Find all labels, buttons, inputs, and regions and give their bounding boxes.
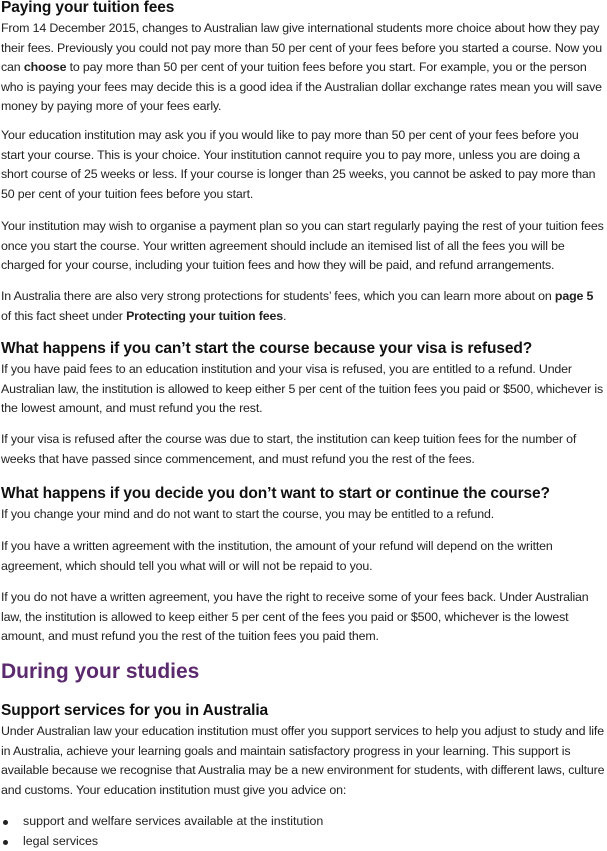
list-item: legal services [1, 832, 581, 851]
emphasis-choose: choose [24, 60, 66, 74]
paragraph-paying-4: In Australia there are also very strong protections for students’ fees, which you can learn more about on page 5 of this fact sheet under Protecting your tuition fees. [1, 287, 605, 326]
heading-visa-refused: What happens if you can’t start the course because your visa is refused? [1, 339, 605, 359]
heading-during-your-studies: During your studies [1, 658, 199, 686]
link-protecting-tuition-fees: Protecting your tuition fees [126, 309, 283, 323]
paragraph-paying-1: From 14 December 2015, changes to Australian law give international students more choice about how they pay their fees. Previously you could not pay more than 50 per cent of your fees before you started a course. Now you can choose to pay more than 50 per cent of your tuition fees before you start. For example, you or the person who is paying your fees may decide this is a good idea if the Australian dollar exchange rates mean you will save money by paying more of your fees early. [1, 19, 605, 117]
paragraph-visa-1: If you have paid fees to an education institution and your visa is refused, you are entitled to a refund. Under Australian law, the institution is allowed to keep either 5 per cent of the tuition fees you paid or $500, whichever is the lowest amount, and must refund you the rest. [1, 360, 605, 419]
paragraph-decide-3: If you do not have a written agreement, you have the right to receive some of your fees back. Under Australian law, the institution is allowed to keep either 5 per cent of the fees you paid or $500, whichever is the lowest amount, and must refund you the rest of the tuition fees you paid them. [1, 588, 605, 647]
paragraph-paying-2: Your education institution may ask you if you would like to pay more than 50 per cent of your fees before you start your course. This is your choice. Your institution cannot require you to pay more, unless you are doing a short course of 25 weeks or less. If your course is longer than 25 weeks, you cannot be asked to pay more than 50 per cent of your tuition fees before you start. [1, 126, 605, 204]
heading-paying-tuition-fees: Paying your tuition fees [1, 0, 174, 18]
paragraph-decide-2: If you have a written agreement with the institution, the amount of your refund will depend on the written agreement, which should tell you what will or will not be repaid to you. [1, 537, 605, 576]
support-advice-list [1, 812, 581, 851]
paragraph-visa-2: If your visa is refused after the course was due to start, the institution can keep tuition fees for the number of weeks that have passed since commencement, and must refund you the rest of the fees. [1, 430, 605, 469]
paragraph-decide-1: If you change your mind and do not want to start the course, you may be entitled to a refund. [1, 505, 605, 525]
paragraph-paying-3: Your institution may wish to organise a payment plan so you can start regularly paying the rest of your tuition fees once you start the course. Your written agreement should include an itemised list of all the fees you will be charged for your course, including your tuition fees and how they will be paid, and refund arrangements. [1, 217, 605, 276]
link-page-5: page 5 [555, 289, 593, 303]
heading-decide-not-continue: What happens if you decide you don’t want to start or continue the course? [1, 484, 605, 504]
list-item: support and welfare services available at the institution [1, 812, 581, 832]
heading-support-services: Support services for you in Australia [1, 701, 268, 721]
paragraph-support-1: Under Australian law your education institution must offer you support services to help you adjust to study and life in Australia, achieve your learning goals and maintain satisfactory progress in your learning. This support is available because we recognise that Australia may be a new environment for students, with different laws, culture and customs. Your education institution must give you advice on: [1, 722, 605, 800]
